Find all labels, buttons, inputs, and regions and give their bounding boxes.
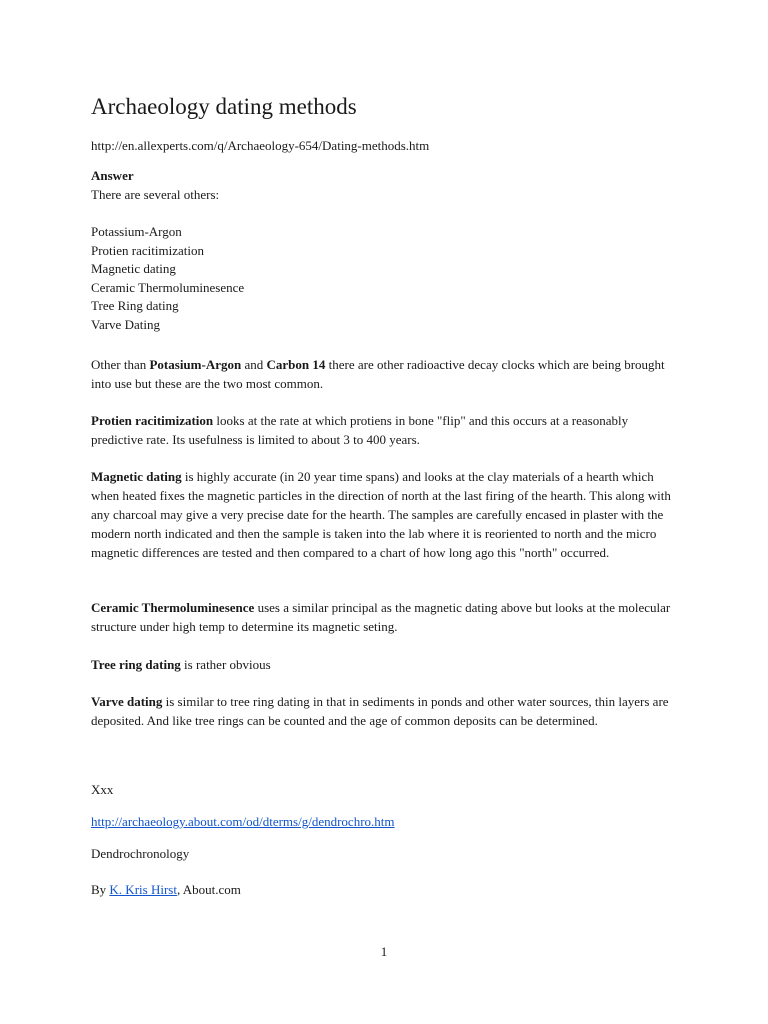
paragraph-magnetic-dating bbox=[91, 467, 671, 562]
bold-term: Protien racitimization bbox=[91, 413, 214, 428]
intro-text: There are several others: bbox=[91, 187, 220, 202]
bold-term: Magnetic dating bbox=[91, 469, 182, 484]
answer-label bbox=[91, 166, 219, 185]
page-number: 1 bbox=[380, 944, 388, 959]
paragraph-protien-racitimization bbox=[91, 411, 671, 449]
paragraph-varve-dating bbox=[91, 692, 671, 730]
subtopic-heading: Dendrochronology bbox=[91, 846, 190, 861]
text-run: Other than bbox=[91, 357, 150, 372]
text-run: is similar to tree ring dating in that in sediments in ponds and other water sources, thin layers are deposited. And like tree rings can be counted and the age of common deposits can be determined. bbox=[91, 694, 669, 728]
list-item: Ceramic Thermoluminesence bbox=[91, 279, 245, 295]
bold-term: Carbon 14 bbox=[266, 357, 326, 372]
bold-term: Ceramic Thermoluminesence bbox=[91, 600, 255, 615]
author-link[interactable]: K. Kris Hirst bbox=[109, 882, 177, 897]
text-run: and bbox=[241, 357, 267, 372]
list-item: Tree Ring dating bbox=[91, 298, 179, 314]
dendrochronology-link[interactable]: http://archaeology.about.com/od/dterms/g/dendrochro.htm bbox=[91, 814, 395, 829]
page-title: Archaeology dating methods bbox=[91, 94, 357, 119]
byline-prefix: By bbox=[91, 882, 110, 897]
paragraph-potassium-argon bbox=[91, 355, 671, 393]
list-item: Potassium-Argon bbox=[91, 224, 182, 239]
byline bbox=[91, 880, 671, 899]
byline-suffix: , About.com bbox=[176, 882, 241, 897]
paragraph-tree-ring-dating bbox=[91, 655, 671, 674]
text-run: is rather obvious bbox=[180, 657, 271, 672]
source-url: http://en.allexperts.com/q/Archaeology-654/Dating-methods.htm bbox=[91, 138, 430, 153]
text-run: looks at the rate at which protiens in bone "flip" and this occurs at a reasonably predictive rate. Its usefulness is limited to about 3 to 400 years. bbox=[91, 413, 629, 447]
signoff: Xxx bbox=[91, 782, 114, 797]
text-run: there are other radioactive decay clocks which are being brought into use but these are the two most common. bbox=[91, 357, 665, 391]
answer-label-text: Answer bbox=[91, 168, 134, 183]
list-item: Protien racitimization bbox=[91, 242, 204, 258]
list-item: Varve Dating bbox=[91, 316, 160, 332]
answer-block bbox=[91, 166, 219, 204]
bold-term: Tree ring dating bbox=[91, 657, 181, 672]
list-item: Magnetic dating bbox=[91, 261, 176, 277]
text-run: is highly accurate (in 20 year time spans) and looks at the clay materials of a hearth which when heated fixes the magnetic particles in the direction of north at the last firing of the hearth. This along with any charcoal may give a very precise date for the hearth. The samples are carefully encased in plaster with the modern north indicated and then the sample is taken into the lab where it is reoriented to north and the micro magnetic differences are tested and then compared to a chart of how long ago this "north" occurred. bbox=[91, 469, 671, 560]
paragraph-ceramic-thermoluminesence bbox=[91, 598, 671, 636]
methods-list bbox=[91, 223, 244, 335]
bold-term: Potasium-Argon bbox=[149, 357, 242, 372]
bold-term: Varve dating bbox=[91, 694, 163, 709]
dendrochronology-link-line bbox=[91, 812, 671, 831]
text-run: uses a similar principal as the magnetic dating above but looks at the molecular structure under high temp to determine its magnetic seting. bbox=[91, 600, 671, 634]
